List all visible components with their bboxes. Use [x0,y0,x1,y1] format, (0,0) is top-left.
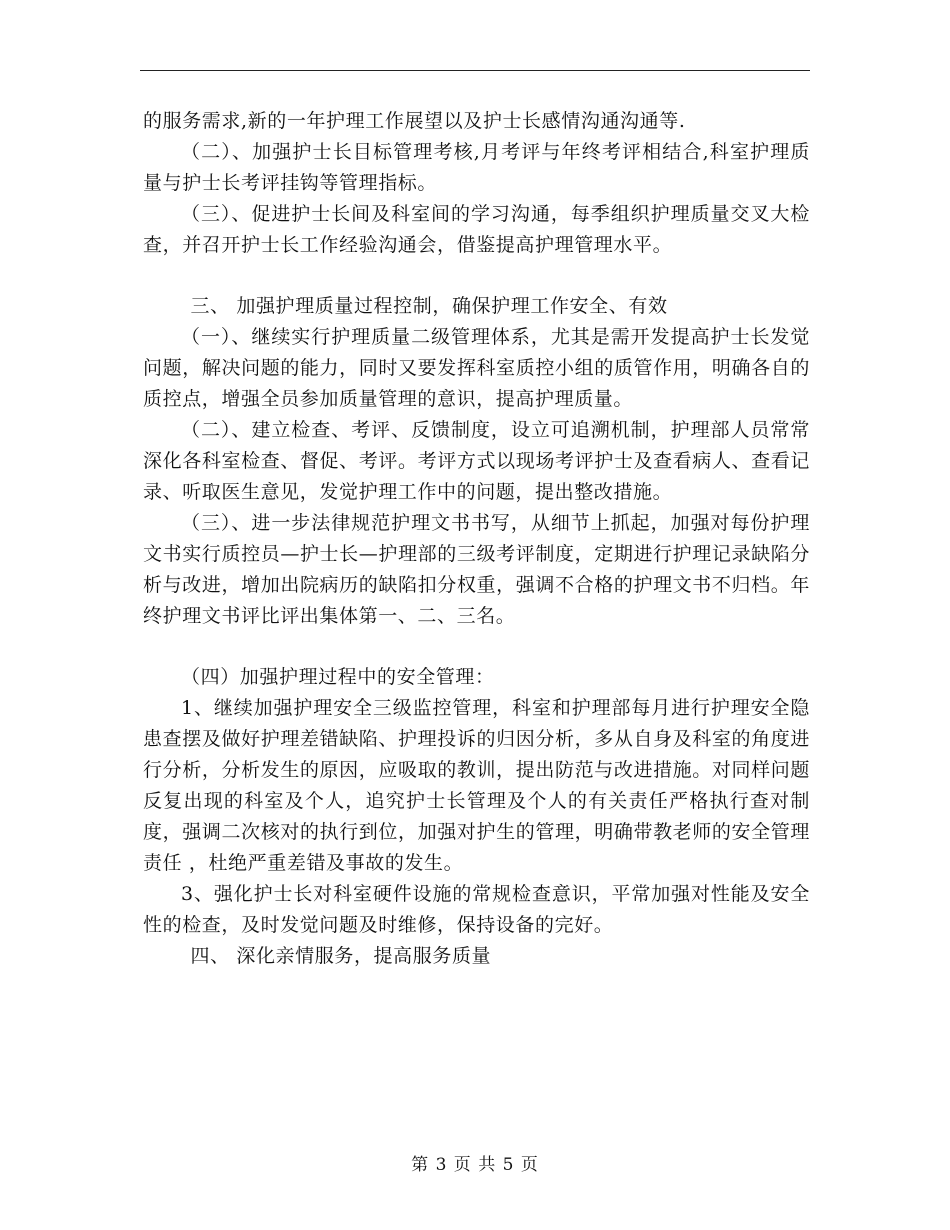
paragraph-item-2-3: （三）、促进护士长间及科室间的学习沟通，每季组织护理质量交叉大检查，并召开护士长工作经验沟通会，借鉴提高护理管理水平。 [143,203,810,256]
subsection-heading-3-4: （四）加强护理过程中的安全管理： [181,666,495,688]
paragraph-item-3-4-1: 1、继续加强护理安全三级监控管理，科室和护理部每月进行护理安全隐患查摆及做好护理差错缺陷、护理投诉的归因分析，多从自身及科室的角度进行分析，分析发生的原因，应吸取的教训，提出防范与改进措施。对同样问题反复出现的科室及个人，追究护士长管理及个人的有关责任严格执行查对制度，强调二次核对的执行到位，加强对护生的管理，明确带教老师的安全管理责任 ，杜绝严重差错及事故的发生。 [143,697,810,874]
section-heading-4: 四、 深化亲情服务，提高服务质量 [190,945,492,967]
paragraph-continuation: 的服务需求,新的一年护理工作展望以及护士长感情沟通沟通等. [143,110,686,132]
page-number-footer: 第 3 页 共 5 页 [411,1155,539,1175]
paragraph-item-3-4-3: 3、强化护士长对科室硬件设施的常规检查意识，平常加强对性能及安全性的检查，及时发觉问题及时维修，保持设备的完好。 [143,883,810,936]
paragraph-item-3-2: （二）、建立检查、考评、反馈制度，设立可追溯机制，护理部人员常常深化各科室检查、督促、考评。考评方式以现场考评护士及查看病人、查看记录、听取医生意见，发觉护理工作中的问题，提出整改措施。 [143,419,810,503]
header-rule [140,70,810,71]
paragraph-item-2-2: （二）、加强护士长目标管理考核,月考评与年终考评相结合,科室护理质量与护士长考评挂钩等管理指标。 [143,141,810,194]
document-body [143,106,810,972]
paragraph-item-3-3: （三）、进一步法律规范护理文书书写，从细节上抓起，加强对每份护理文书实行质控员—护士长—护理部的三级考评制度，定期进行护理记录缺陷分析与改进，增加出院病历的缺陷扣分权重，强调不合格的护理文书不归档。年终护理文书评比评出集体第一、二、三名。 [143,512,810,627]
section-gap [143,261,810,291]
section-gap [143,632,810,662]
section-heading-3: 三、 加强护理质量过程控制，确保护理工作安全、有效 [190,295,668,317]
paragraph-item-3-1: （一）、继续实行护理质量二级管理体系，尤其是需开发提高护士长发觉问题，解决问题的能力，同时又要发挥科室质控小组的质管作用，明确各自的质控点，增强全员参加质量管理的意识，提高护理质量。 [143,326,810,410]
